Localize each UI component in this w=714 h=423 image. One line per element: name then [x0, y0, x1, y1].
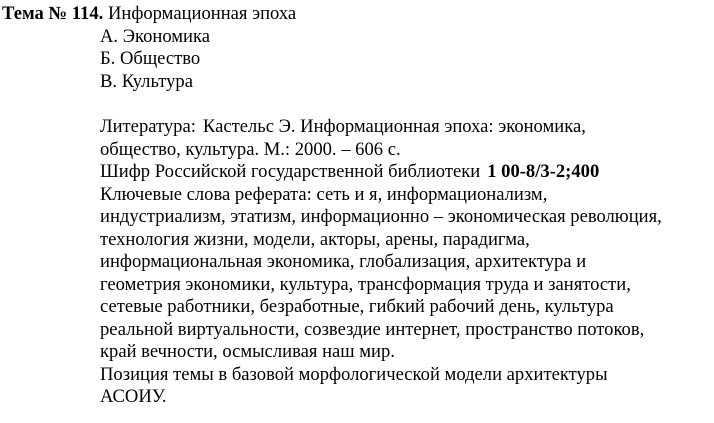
- literature-line-continued: общество, культура. М.: 2000. – 606 с.: [100, 138, 401, 160]
- keywords-line: Ключевые слова реферата: сеть и я, информационализм,: [100, 183, 548, 205]
- reference-block: [100, 116, 712, 409]
- keywords-line: индустриализм, этатизм, информационно – экономическая революция,: [100, 206, 662, 227]
- literature-line: [100, 116, 712, 139]
- position-line: Позиция темы в базовой морфологической модели архитектуры: [100, 363, 608, 385]
- section-item-culture: В. Культура: [100, 70, 193, 92]
- topic-title: Информационная эпоха: [107, 3, 297, 24]
- keywords-line: сетевые работники, безработные, гибкий рабочий день, культура: [100, 296, 614, 317]
- keywords-line: край вечности, осмысливая наш мир.: [100, 341, 395, 362]
- topic-heading: [2, 3, 296, 26]
- literature-text: Кастельс Э. Информационная эпоха: экономика,: [202, 116, 586, 137]
- cipher-value: 1 00-8/3-2;400: [487, 161, 600, 182]
- keywords-line: технология жизни, модели, акторы, арены, парадигма,: [100, 228, 530, 250]
- section-item-society: Б. Общество: [100, 48, 201, 69]
- literature-label: Литература:: [100, 116, 196, 137]
- cipher-label: Шифр Российской государственной библиотеки: [100, 161, 481, 182]
- topic-number: Тема № 114.: [2, 3, 104, 24]
- keywords-line: информациональная экономика, глобализация, архитектура и: [100, 251, 587, 272]
- section-list: [100, 26, 210, 94]
- keywords-line: геометрия экономики, культура, трансформация труда и занятости,: [100, 273, 631, 295]
- section-item-economy: А. Экономика: [100, 25, 211, 47]
- position-line: АСОИУ.: [100, 386, 167, 407]
- keywords-line: реальной виртуальности, созвездие интернет, пространство потоков,: [100, 318, 645, 340]
- cipher-line: [100, 161, 712, 184]
